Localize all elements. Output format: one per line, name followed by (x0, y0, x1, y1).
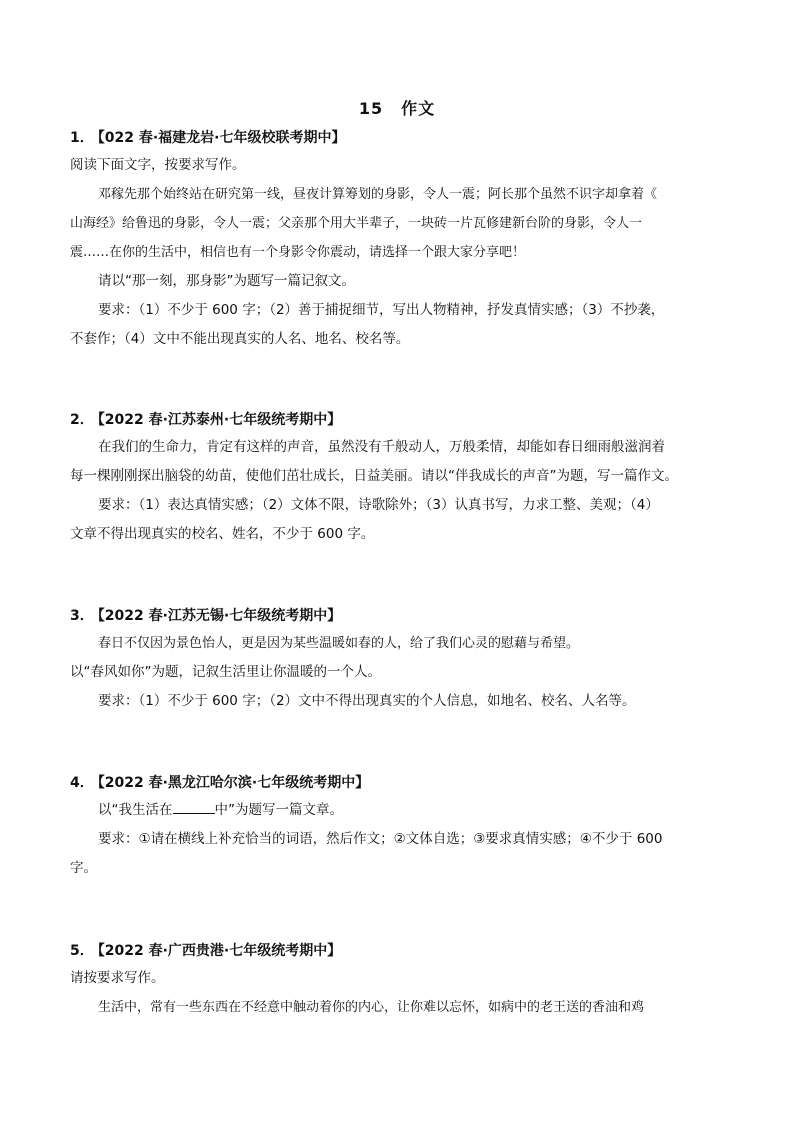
text-line: 山海经》给鲁迅的身影，令人一震；父亲那个用大半辈子，一块砖一片瓦修建新台阶的身影，令人一 (70, 216, 643, 231)
title-text: 作文 (401, 99, 436, 118)
question-2 (70, 410, 730, 549)
question-header (70, 773, 730, 793)
text-line: 生活中，常有一些东西在不经意中触动着你的内心，让你难以忘怀，如病中的老王送的香油和鸡 (98, 1000, 645, 1015)
text-line: 要求：（1）不少于 600 字；（2）文中不得出现真实的个人信息，如地名、校名、人名等。 (98, 693, 636, 709)
question-header (70, 606, 730, 626)
page-title (0, 96, 794, 119)
question-1 (70, 128, 730, 354)
text-line: 请按要求写作。 (70, 970, 165, 986)
text-line: 以“春风如你”为题，记叙生活里让你温暖的一个人。 (70, 664, 381, 680)
question-index: 3． (70, 608, 94, 624)
text-line: 字。 (70, 860, 97, 876)
text-line: 要求：（1）不少于 600 字；（2）善于捕捉细节，写出人物精神，抒发真情实感；（3）不抄袭， (98, 302, 665, 318)
question-header (70, 128, 730, 148)
question-index: 2． (70, 412, 94, 428)
question-3 (70, 606, 730, 716)
prompt-suffix: 中”为题写一篇文章。 (214, 802, 343, 818)
question-4 (70, 773, 730, 883)
text-line: 春日不仅因为景色怡人，更是因为某些温暖如春的人，给了我们心灵的慰藉与希望。 (98, 636, 580, 651)
question-source: 【022 春·福建龙岩·七年级校联考期中】 (97, 130, 346, 146)
text-line: 要求：①请在横线上补充恰当的词语，然后作文；②文体自选；③要求真情实感；④不少于 600 (98, 831, 663, 847)
text-line: 阅读下面文字，按要求写作。 (70, 157, 246, 173)
text-line: 不套作；（4）文中不能出现真实的人名、地名、校名等。 (70, 331, 410, 347)
question-index: 1． (70, 130, 94, 146)
question-source: 【2022 春·广西贵港·七年级统考期中】 (97, 943, 342, 959)
text-line: 震……在你的生活中，相信也有一个身影令你震动，请选择一个跟大家分享吧！ (70, 245, 526, 260)
text-line: 每一棵刚刚探出脑袋的幼苗，使他们茁壮成长，日益美丽。请以“伴我成长的声音”为题，写一篇作文。 (70, 468, 678, 484)
text-line: 文章不得出现真实的校名、姓名，不少于 600 字。 (70, 526, 375, 542)
text-line (70, 796, 730, 825)
text-line: 要求：（1）表达真情实感；（2）文体不限，诗歌除外；（3）认真书写，力求工整、美观；（4） (98, 497, 659, 513)
question-header (70, 941, 730, 961)
text-line: 请以“那一刻，那身影”为题写一篇记叙文。 (98, 273, 355, 289)
question-index: 4． (70, 775, 94, 791)
fill-in-blank (173, 799, 215, 814)
text-line: 邓稼先那个始终站在研究第一线，昼夜计算筹划的身影，令人一震；阿长那个虽然不识字却拿着《 (98, 187, 658, 202)
question-source: 【2022 春·黑龙江哈尔滨·七年级统考期中】 (97, 775, 370, 791)
question-source: 【2022 春·江苏无锡·七年级统考期中】 (97, 608, 342, 624)
question-source: 【2022 春·江苏泰州·七年级统考期中】 (97, 412, 342, 428)
question-5 (70, 941, 730, 1022)
text-line: 在我们的生命力，肯定有这样的声音，虽然没有千般动人，万般柔情，却能如春日细雨般滋润着 (98, 439, 665, 455)
prompt-prefix: 以“我生活在 (98, 802, 173, 818)
question-index: 5． (70, 943, 94, 959)
question-header (70, 410, 730, 430)
title-number: 15 (358, 99, 384, 118)
